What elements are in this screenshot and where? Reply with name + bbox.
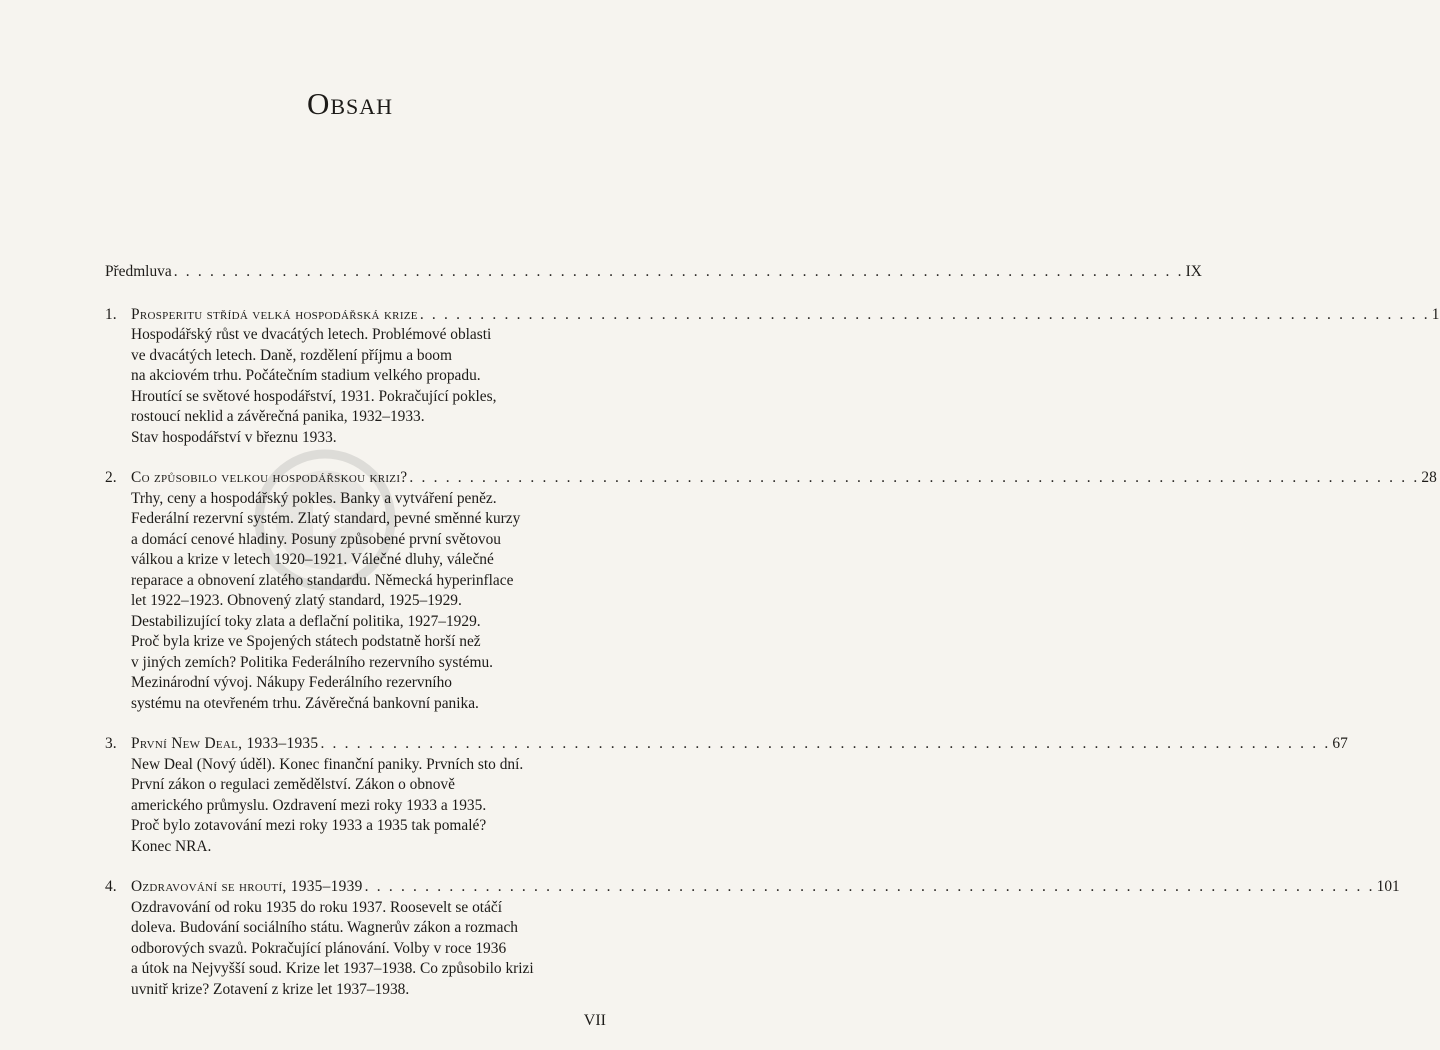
- chapter-title: Prosperitu střídá velká hospodářská krize: [131, 305, 418, 323]
- toc-entry-preface[interactable]: [105, 262, 1202, 283]
- chapter-number: 4.: [105, 878, 117, 895]
- description-line: odborových svazů. Pokračující plánování. Volby v roce 1936: [131, 939, 507, 957]
- description-line: Hospodářský růst ve dvacátých letech. Problémové oblasti: [131, 326, 492, 343]
- chapter-page-number: 1: [1431, 305, 1440, 323]
- description-line: Ozdravování od roku 1935 do roku 1937. Roosevelt se otáčí: [131, 898, 503, 916]
- dot-leader: . . . . . . . . . . . . . . . . . . . . . . . . . . . . . . . . . . . . . . . . . . . . . . . . . . . . . . . . . . . . . . . . . . . . . . . . . . . . . . . . . . . .: [419, 305, 1430, 323]
- preface-page-number: IX: [1185, 263, 1202, 280]
- chapter-page-number: 67: [1332, 735, 1348, 752]
- description-line: Trhy, ceny a hospodářský pokles. Banky a vytváření peněz.: [131, 489, 497, 507]
- description-line: Konec NRA.: [131, 837, 212, 855]
- toc-entry-chapter-4[interactable]: [105, 877, 1400, 1000]
- preface-label: Předmluva: [105, 263, 172, 280]
- description-line: Destabilizující toky zlata a deflační politika, 1927–1929.: [131, 612, 481, 630]
- description-line: Proč byla krize ve Spojených státech podstatně horší než: [131, 633, 481, 650]
- chapter-description: [131, 325, 609, 448]
- description-line: uvnitř krize? Zotavení z krize let 1937–1938.: [131, 980, 410, 998]
- description-line: Mezinárodní vývoj. Nákupy Federálního rezervního: [131, 674, 452, 691]
- chapter-title: Co způsobilo velkou hospodářskou krizi?: [131, 469, 408, 486]
- description-line: a útok na Nejvyšší soud. Krize let 1937–1938. Co způsobilo krizi: [131, 960, 534, 977]
- chapter-description: [131, 898, 609, 1001]
- dot-leader: . . . . . . . . . . . . . . . . . . . . . . . . . . . . . . . . . . . . . . . . . . . . . . . . . . . . . . . . . . . . . . . . . . . . . . . . . . . . . . . . . . . .: [320, 735, 1331, 752]
- chapter-title: První New Deal, 1933–1935: [131, 735, 319, 752]
- description-line: válkou a krize v letech 1920–1921. Válečné dluhy, válečné: [131, 551, 494, 568]
- description-line: Federální rezervní systém. Zlatý standard, pevné směnné kurzy: [131, 510, 521, 527]
- dot-leader: . . . . . . . . . . . . . . . . . . . . . . . . . . . . . . . . . . . . . . . . . . . . . . . . . . . . . . . . . . . . . . . . . . . . . . . . . . . . . . . . . . . .: [173, 263, 1184, 280]
- dot-leader: . . . . . . . . . . . . . . . . . . . . . . . . . . . . . . . . . . . . . . . . . . . . . . . . . . . . . . . . . . . . . . . . . . . . . . . . . . . . . . . . . . . .: [409, 469, 1420, 486]
- chapter-page-number: 101: [1376, 878, 1400, 895]
- description-line: doleva. Budování sociálního státu. Wagnerův zákon a rozmach: [131, 919, 518, 936]
- description-line: Proč bylo zotavování mezi roky 1933 a 1935 tak pomalé?: [131, 817, 487, 834]
- chapter-number: 2.: [105, 469, 117, 486]
- toc-entry-chapter-3[interactable]: [105, 734, 1348, 857]
- description-line: rostoucí neklid a závěrečná panika, 1932–1933.: [131, 408, 425, 425]
- toc-entry-chapter-2[interactable]: [105, 468, 1437, 714]
- chapter-title: Ozdravování se hroutí, 1935–1939: [131, 878, 363, 895]
- chapter-number: 3.: [105, 735, 117, 752]
- description-line: New Deal (Nový úděl). Konec finanční paniky. Prvních sto dní.: [131, 755, 524, 773]
- table-of-contents: [105, 262, 1440, 1020]
- description-line: na akciovém trhu. Počátečním stadium velkého propadu.: [131, 367, 481, 384]
- page-title: Obsah: [306, 86, 394, 121]
- page-number: VII: [583, 1012, 606, 1029]
- description-line: Stav hospodářství v březnu 1933.: [131, 428, 337, 446]
- description-line: Hroutící se světové hospodářství, 1931. Pokračující pokles,: [131, 387, 497, 405]
- description-line: systému na otevřeném trhu. Závěrečná bankovní panika.: [131, 694, 479, 712]
- description-line: amerického průmyslu. Ozdravení mezi roky 1933 a 1935.: [131, 796, 487, 814]
- description-line: ve dvacátých letech. Daně, rozdělení příjmu a boom: [131, 346, 452, 364]
- chapter-number: 1.: [105, 305, 117, 323]
- toc-entry-chapter-1[interactable]: [105, 305, 1440, 449]
- description-line: První zákon o regulaci zemědělství. Zákon o obnově: [131, 776, 455, 793]
- chapter-page-number: 28: [1421, 469, 1437, 486]
- dot-leader: . . . . . . . . . . . . . . . . . . . . . . . . . . . . . . . . . . . . . . . . . . . . . . . . . . . . . . . . . . . . . . . . . . . . . . . . . . . . . . . . . . . .: [364, 878, 1375, 895]
- chapter-description: [131, 755, 609, 858]
- description-line: let 1922–1923. Obnovený zlatý standard, 1925–1929.: [131, 592, 462, 609]
- description-line: v jiných zemích? Politika Federálního rezervního systému.: [131, 653, 494, 671]
- description-line: reparace a obnovení zlatého standardu. Německá hyperinflace: [131, 571, 514, 589]
- chapter-description: [131, 489, 609, 715]
- description-line: a domácí cenové hladiny. Posuny způsobené první světovou: [131, 530, 502, 548]
